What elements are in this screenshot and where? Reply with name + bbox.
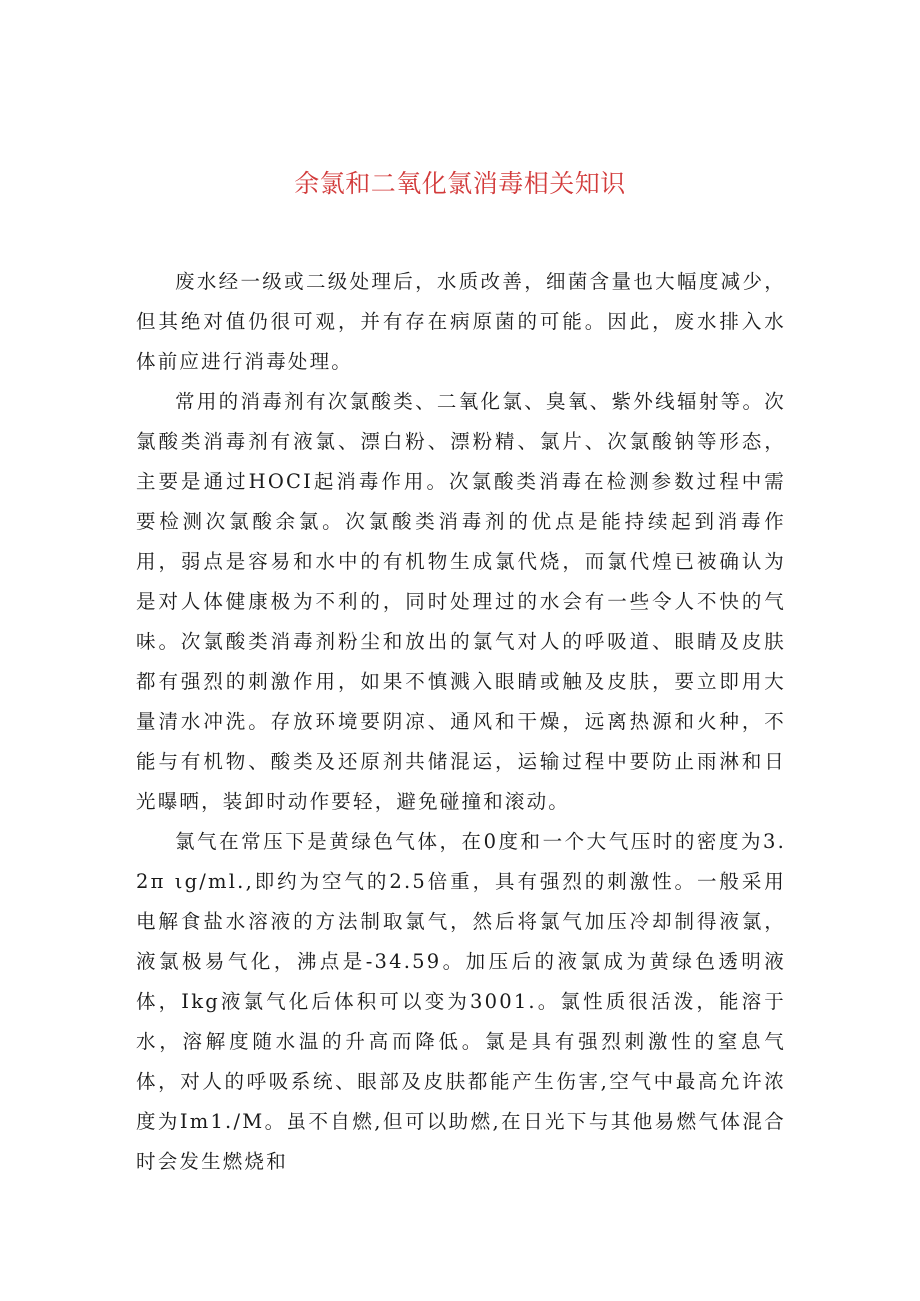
document-body bbox=[136, 262, 786, 1182]
paragraph-3: 氯气在常压下是黄绿色气体，在0度和一个大气压时的密度为3.2π ιg/ml.,即约为空气的2.5倍重，具有强烈的刺激性。一般采用电解食盐水溶液的方法制取氯气，然后将氯气加压冷却制得液氯，液氯极易气化，沸点是-34.59。加压后的液氯成为黄绿色透明液体，Ikg液氯气化后体积可以变为3001.。氯性质很活泼，能溶于水，溶解度随水温的升高而降低。氯是具有强烈刺激性的窒息气体，对人的呼吸系统、眼部及皮肤都能产生伤害,空气中最高允许浓度为Im1./M。虽不自燃,但可以助燃,在日光下与其他易燃气体混合时会发生燃烧和 bbox=[136, 830, 786, 1173]
paragraph-1: 废水经一级或二级处理后，水质改善，细菌含量也大幅度减少，但其绝对值仍很可观，并有存在病原菌的可能。因此，废水排入水体前应进行消毒处理。 bbox=[136, 270, 786, 373]
document-title: 余氯和二氧化氯消毒相关知识 bbox=[294, 169, 626, 198]
paragraph-2: 常用的消毒剂有次氯酸类、二氧化氯、臭氧、紫外线辐射等。次氯酸类消毒剂有液氯、漂白粉、漂粉精、氯片、次氯酸钠等形态，主要是通过HOCI起消毒作用。次氯酸类消毒在检测参数过程中需要检测次氯酸余氯。次氯酸类消毒剂的优点是能持续起到消毒作用，弱点是容易和水中的有机物生成氯代烧，而氯代煌已被确认为是对人体健康极为不利的，同时处理过的水会有一些令人不快的气味。次氯酸类消毒剂粉尘和放出的氯气对人的呼吸道、眼睛及皮肤都有强烈的刺激作用，如果不慎溅入眼睛或触及皮肤，要立即用大量清水冲洗。存放环境要阴凉、通风和干燥，远离热源和火种，不能与有机物、酸类及还原剂共储混运，运输过程中要防止雨淋和日光曝晒，装卸时动作要轻，避免碰撞和滚动。 bbox=[136, 390, 786, 813]
